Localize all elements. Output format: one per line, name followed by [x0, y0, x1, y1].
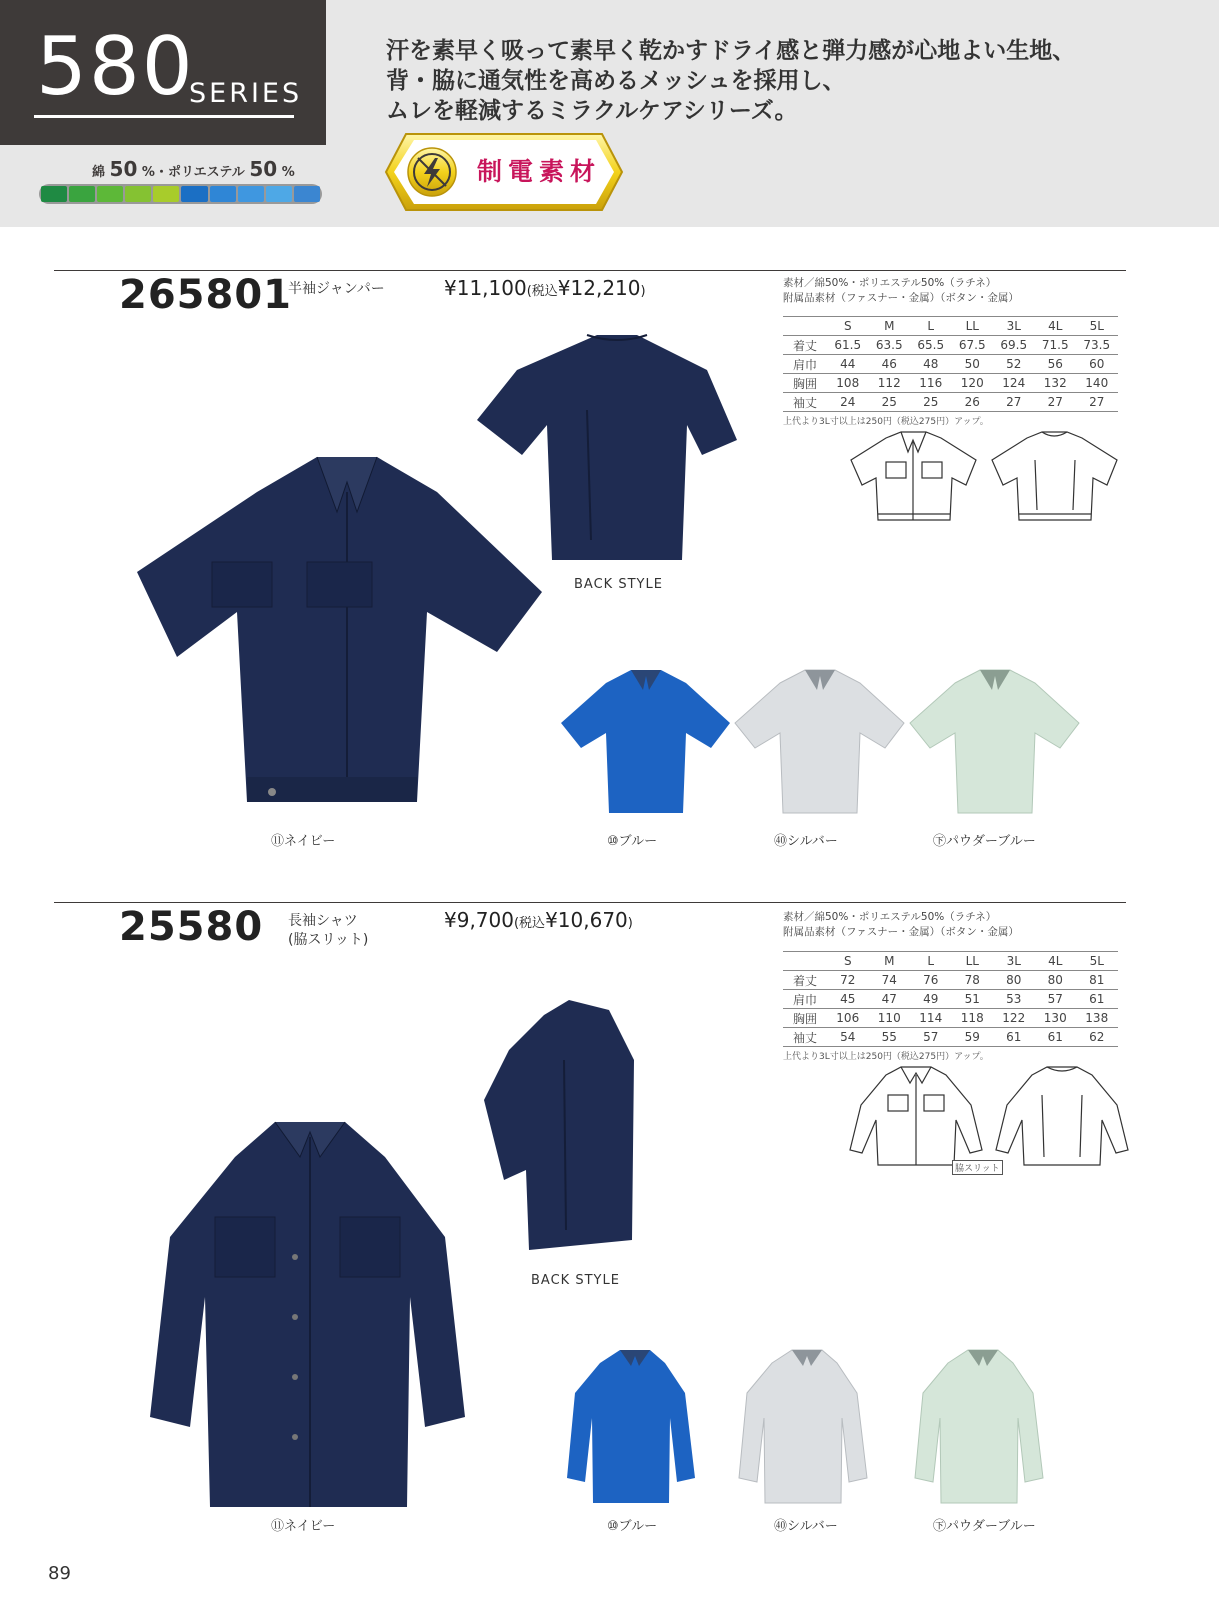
- size-row-label: 袖丈: [783, 1028, 827, 1047]
- back-line-drawing: [992, 1065, 1132, 1170]
- tagline-line: 汗を素早く吸って素早く乾かすドライ感と弾力感が心地よい生地、: [386, 38, 1076, 64]
- size-header: 4L: [1035, 317, 1077, 336]
- size-header: M: [869, 952, 911, 971]
- size-row-label: 胸囲: [783, 374, 827, 393]
- gauge-segment: [210, 186, 236, 202]
- size-cell: 60: [1076, 355, 1118, 374]
- page-number: 89: [48, 1563, 71, 1584]
- series-word: SERIES: [189, 78, 303, 109]
- size-header: 3L: [993, 317, 1035, 336]
- gauge-segment: [181, 186, 207, 202]
- size-cell: 51: [952, 990, 994, 1009]
- color-caption: ⑪ネイビー: [271, 834, 336, 849]
- product-name: [288, 280, 385, 299]
- fabric-gauge-bar: [39, 184, 322, 204]
- size-cell: 56: [1035, 355, 1077, 374]
- size-cell: 72: [827, 971, 869, 990]
- size-cell: 71.5: [1035, 336, 1077, 355]
- series-number: 580: [36, 20, 195, 113]
- material-info: [783, 276, 1019, 306]
- color-caption: ㊵シルバー: [774, 1519, 838, 1534]
- size-cell: 46: [869, 355, 911, 374]
- product-name: [288, 912, 368, 950]
- size-cell: 120: [952, 374, 994, 393]
- size-row-label: 肩巾: [783, 355, 827, 374]
- fabric-poly-label: %・ポリエステル: [141, 165, 245, 180]
- series-tagline: [386, 36, 1075, 126]
- size-row: [783, 1028, 1118, 1047]
- gauge-segment: [69, 186, 95, 202]
- fabric-poly-pct: 50: [249, 157, 278, 181]
- size-cell: 114: [910, 1009, 952, 1028]
- tax-price: ¥10,670: [545, 908, 628, 932]
- material-line: 附属品素材（ファスナー・金属）（ボタン・金属）: [783, 926, 1019, 938]
- size-cell: 124: [993, 374, 1035, 393]
- back-style-label: BACK STYLE: [531, 1273, 620, 1288]
- size-cell: 61: [1035, 1028, 1077, 1047]
- size-header: 5L: [1076, 952, 1118, 971]
- color-caption: ㊵シルバー: [774, 834, 838, 849]
- size-cell: 80: [993, 971, 1035, 990]
- size-cell: 118: [952, 1009, 994, 1028]
- size-cell: 78: [952, 971, 994, 990]
- size-header: L: [910, 952, 952, 971]
- size-cell: 52: [993, 355, 1035, 374]
- size-cell: 25: [869, 393, 911, 412]
- size-header-row: [783, 952, 1118, 971]
- size-header: S: [827, 952, 869, 971]
- color-swatch-powder-blue-image: [913, 1348, 1043, 1508]
- size-cell: 81: [1076, 971, 1118, 990]
- color-swatch-silver-image: [737, 1348, 867, 1508]
- size-cell: 65.5: [910, 336, 952, 355]
- size-cell: 49: [910, 990, 952, 1009]
- size-table: [783, 316, 1118, 412]
- material-line: 素材／綿50%・ポリエステル50%（ラチネ）: [783, 911, 997, 923]
- size-cell: 24: [827, 393, 869, 412]
- price-value: ¥11,100: [444, 276, 527, 300]
- size-cell: 63.5: [869, 336, 911, 355]
- size-header: S: [827, 317, 869, 336]
- size-cell: 25: [910, 393, 952, 412]
- size-row-label: 胸囲: [783, 1009, 827, 1028]
- size-header: LL: [952, 952, 994, 971]
- price-note: 上代より3L寸以上は250円（税込275円）アップ。: [783, 417, 989, 427]
- fabric-pct-sign: %: [281, 165, 295, 180]
- section-rule: [54, 902, 1126, 903]
- fabric-composition: [92, 157, 295, 181]
- size-header: 3L: [993, 952, 1035, 971]
- size-cell: 27: [993, 393, 1035, 412]
- size-cell: 53: [993, 990, 1035, 1009]
- color-caption: ⑪ネイビー: [271, 1519, 336, 1534]
- size-cell: 57: [1035, 990, 1077, 1009]
- size-cell: 74: [869, 971, 911, 990]
- size-cell: 59: [952, 1028, 994, 1047]
- color-caption: ㊦パウダーブルー: [933, 1519, 1036, 1534]
- product-name-line: (脇スリット): [288, 932, 369, 948]
- size-cell: 54: [827, 1028, 869, 1047]
- jacket-back-image: [477, 330, 737, 570]
- product-code: 265801: [119, 272, 292, 318]
- size-header-row: [783, 317, 1118, 336]
- size-row-label: 肩巾: [783, 990, 827, 1009]
- back-style-label: BACK STYLE: [574, 577, 663, 592]
- material-line: 素材／綿50%・ポリエステル50%（ラチネ）: [783, 277, 997, 289]
- size-header: M: [869, 317, 911, 336]
- size-cell: 55: [869, 1028, 911, 1047]
- size-cell: 112: [869, 374, 911, 393]
- tagline-line: 背・脇に通気性を高めるメッシュを採用し、: [386, 68, 846, 94]
- size-cell: 140: [1076, 374, 1118, 393]
- size-cell: 73.5: [1076, 336, 1118, 355]
- product-price: [444, 276, 646, 300]
- price-note: 上代より3L寸以上は250円（税込275円）アップ。: [783, 1052, 989, 1062]
- size-cell: 138: [1076, 1009, 1118, 1028]
- size-row: [783, 393, 1118, 412]
- back-line-drawing: [987, 430, 1122, 532]
- slit-label: 脇スリット: [952, 1160, 1003, 1175]
- color-caption: ⑩ブルー: [607, 1519, 658, 1534]
- size-cell: 106: [827, 1009, 869, 1028]
- size-cell: 57: [910, 1028, 952, 1047]
- size-header: L: [910, 317, 952, 336]
- gauge-segment: [266, 186, 292, 202]
- badge-label: 制電素材: [477, 157, 602, 186]
- size-cell: 76: [910, 971, 952, 990]
- size-cell: 116: [910, 374, 952, 393]
- color-swatch-blue-image: [565, 1348, 695, 1508]
- size-header: LL: [952, 317, 994, 336]
- size-cell: 80: [1035, 971, 1077, 990]
- size-cell: 108: [827, 374, 869, 393]
- size-cell: 110: [869, 1009, 911, 1028]
- product-price: [444, 908, 633, 932]
- gauge-segment: [125, 186, 151, 202]
- size-cell: 47: [869, 990, 911, 1009]
- product-name-line: 長袖シャツ: [288, 913, 358, 929]
- size-cell: 61: [993, 1028, 1035, 1047]
- tax-label: (税込: [513, 916, 546, 931]
- size-header: 5L: [1076, 317, 1118, 336]
- shirt-back-image: [484, 1000, 644, 1265]
- price-value: ¥9,700: [444, 908, 514, 932]
- size-row-label: 着丈: [783, 336, 827, 355]
- size-cell: 67.5: [952, 336, 994, 355]
- size-row-label: 袖丈: [783, 393, 827, 412]
- size-cell: 48: [910, 355, 952, 374]
- material-line: 附属品素材（ファスナー・金属）（ボタン・金属）: [783, 292, 1019, 304]
- product-name-line: 半袖ジャンパー: [288, 281, 385, 297]
- size-row: [783, 1009, 1118, 1028]
- size-row: [783, 336, 1118, 355]
- size-cell: 45: [827, 990, 869, 1009]
- gauge-segment: [153, 186, 179, 202]
- size-cell: 50: [952, 355, 994, 374]
- color-caption: ㊦パウダーブルー: [933, 834, 1036, 849]
- front-line-drawing: [846, 430, 981, 532]
- size-cell: 61.5: [827, 336, 869, 355]
- color-swatch-powder-blue-image: [910, 668, 1079, 818]
- size-cell: 26: [952, 393, 994, 412]
- size-cell: 44: [827, 355, 869, 374]
- size-cell: 130: [1035, 1009, 1077, 1028]
- tagline-line: ムレを軽減するミラクルケアシリーズ。: [386, 98, 798, 124]
- size-row: [783, 355, 1118, 374]
- size-header: 4L: [1035, 952, 1077, 971]
- size-row: [783, 990, 1118, 1009]
- tax-close: ): [640, 284, 646, 299]
- gauge-segment: [294, 186, 320, 202]
- gauge-segment: [41, 186, 67, 202]
- front-line-drawing: [846, 1065, 986, 1170]
- product-code: 25580: [119, 904, 264, 950]
- size-row-label: 着丈: [783, 971, 827, 990]
- size-table: [783, 951, 1118, 1047]
- tax-close: ): [627, 916, 633, 931]
- shirt-navy-front-image: [145, 1117, 470, 1517]
- size-cell: 132: [1035, 374, 1077, 393]
- tax-price: ¥12,210: [557, 276, 641, 300]
- size-row: [783, 971, 1118, 990]
- fabric-cotton-pct: 50: [109, 157, 138, 181]
- color-caption: ⑩ブルー: [607, 834, 658, 849]
- size-cell: 69.5: [993, 336, 1035, 355]
- size-cell: 27: [1035, 393, 1077, 412]
- color-swatch-blue-image: [561, 668, 730, 818]
- size-cell: 62: [1076, 1028, 1118, 1047]
- series-underline: [34, 115, 294, 118]
- gauge-segment: [238, 186, 264, 202]
- material-info: [783, 910, 1019, 940]
- size-cell: 27: [1076, 393, 1118, 412]
- tax-label: (税込: [526, 284, 558, 299]
- size-cell: 61: [1076, 990, 1118, 1009]
- section-rule: [54, 270, 1126, 271]
- size-row: [783, 374, 1118, 393]
- fabric-cotton-label: 綿: [92, 165, 106, 180]
- size-cell: 122: [993, 1009, 1035, 1028]
- gauge-segment: [97, 186, 123, 202]
- color-swatch-silver-image: [735, 668, 904, 818]
